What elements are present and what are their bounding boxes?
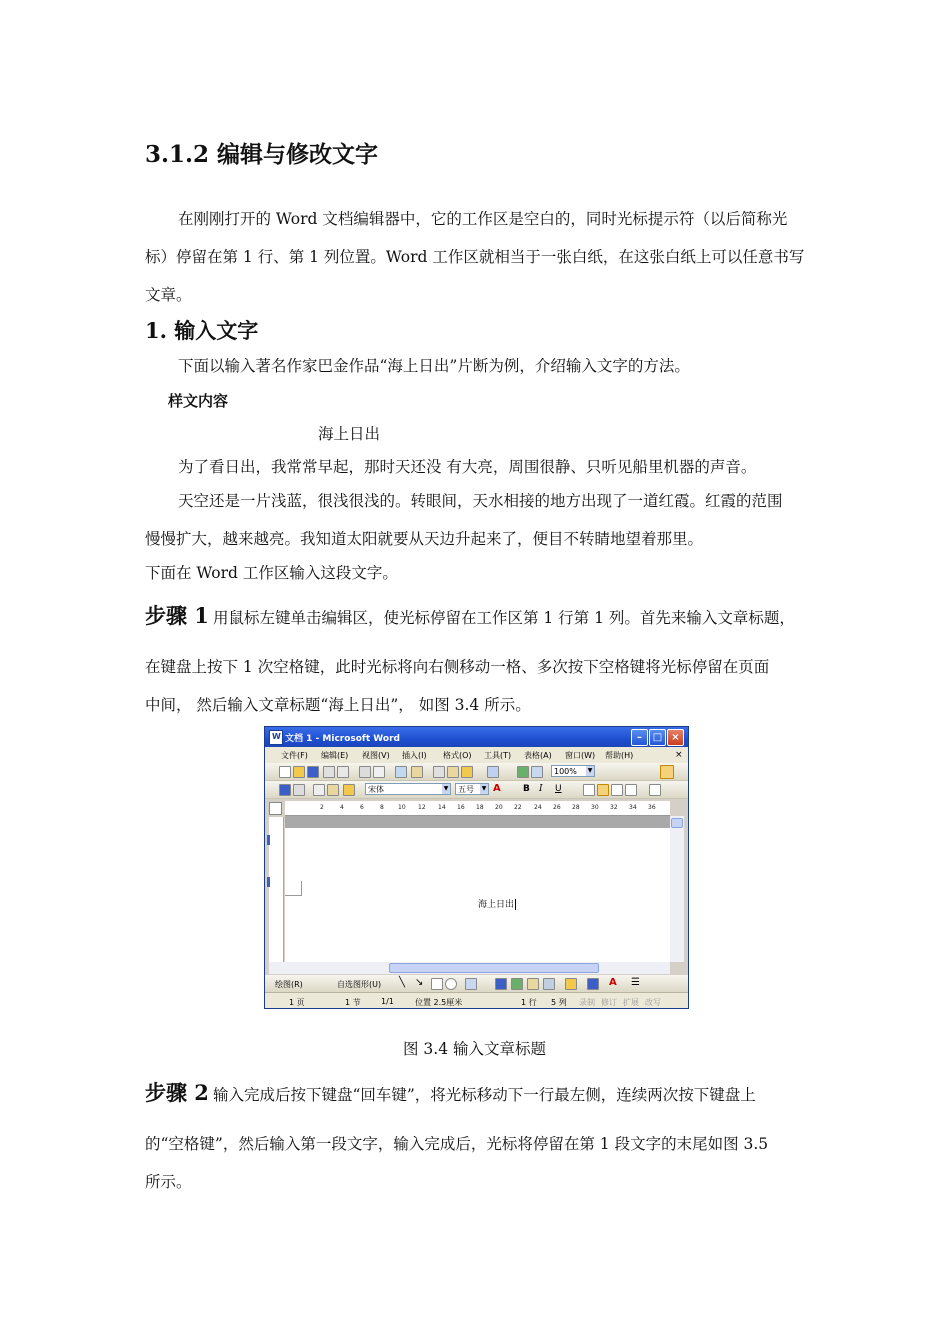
undo-icon[interactable] [487,766,499,778]
tables-icon[interactable] [531,766,543,778]
margin-corner-mark [285,881,302,896]
line-spacing-icon[interactable] [649,784,661,796]
word-window-screenshot [264,726,689,1009]
sample-paragraph-1: 为了看日出，我常常早起，那时天还没 有大亮，周围很静、只听见船里机器的声音。 [178,458,757,476]
document-text[interactable] [478,897,516,910]
ruler-tick: 8 [380,804,384,811]
hyperlink-icon[interactable] [517,766,529,778]
arrow-icon[interactable]: ↘ [415,977,424,988]
text-cursor [515,899,516,910]
cut-small-icon[interactable] [313,784,325,796]
font-name-select[interactable] [365,783,451,795]
menu-insert[interactable]: 插入(I) [402,751,427,760]
status-bar [265,992,688,1009]
ruler-tick: 10 [398,804,406,811]
status-section: 1 节 [345,998,361,1007]
step1-text-1: 用鼠标左键单击编辑区，使光标停留在工作区第 1 行第 1 列。首先来输入文章标题， [212,609,795,627]
word-window-title: 文档 1 - Microsoft Word [285,734,400,744]
status-mode-overtype[interactable]: 改写 [645,998,661,1007]
step1-label: 步骤 1 [145,603,209,628]
menu-close-icon[interactable]: × [675,750,683,760]
page-top-margin [285,816,670,828]
chevron-down-icon: ▼ [481,785,487,792]
step2-line-2: 的“空格键”，然后输入第一段文字，输入完成后，光标将停留在第 1 段文字的末尾如图 3.5 [145,1135,769,1153]
align-center-icon[interactable] [597,784,609,796]
diagram-icon[interactable] [511,978,523,990]
status-mode-extend[interactable]: 扩展 [623,998,639,1007]
print-small-icon[interactable] [293,784,305,796]
sample-paragraph-2-line-1: 天空还是一片浅蓝，很浅很浅的。转眼间，天水相接的地方出现了一道红霞。红霞的范围 [178,492,783,510]
ruler-tick: 36 [648,804,656,811]
open-icon[interactable] [293,766,305,778]
ruler-tick: 6 [360,804,364,811]
menu-table[interactable]: 表格(A) [524,751,552,760]
font-size-select[interactable] [455,783,489,795]
figure-caption: 图 3.4 输入文章标题 [403,1040,547,1058]
chevron-down-icon: ▼ [443,785,449,792]
horizontal-ruler[interactable] [285,801,670,816]
vertical-ruler[interactable] [269,817,284,962]
menu-file[interactable]: 文件(F) [281,751,308,760]
status-mode-record[interactable]: 录制 [579,998,595,1007]
ruler-tick: 30 [591,804,599,811]
ruler-tick: 14 [438,804,446,811]
ruler-tick: 20 [495,804,503,811]
minimize-button[interactable]: – [631,729,648,746]
sample-title: 海上日出 [318,425,381,443]
intro-line-1: 在刚刚打开的 Word 文档编辑器中，它的工作区是空白的，同时光标提示符（以后简称光 [178,210,788,228]
ruler-tick: 12 [418,804,426,811]
font-color-icon[interactable]: A [493,783,501,794]
sub-heading: 1. 输入文字 [145,318,259,343]
status-mode-track[interactable]: 修订 [601,998,617,1007]
permission-icon[interactable] [323,766,335,778]
copy-small-icon[interactable] [327,784,339,796]
sample-label: 样文内容 [168,392,229,410]
menu-tools[interactable]: 工具(T) [484,751,512,760]
new-icon[interactable] [279,766,291,778]
ruler-tick: 18 [476,804,484,811]
status-page: 1 页 [289,998,305,1007]
rectangle-icon[interactable] [431,978,443,990]
step1-line-2: 在键盘上按下 1 次空格键，此时光标将向右侧移动一格、多次按下空格键将光标停留在页面 [145,658,770,676]
zoom-value: 100% [554,767,577,776]
ruler-tick: 2 [320,804,324,811]
save-small-icon[interactable] [279,784,291,796]
zoom-select[interactable] [551,765,595,777]
cut-icon[interactable] [433,766,445,778]
menu-bar [265,747,688,763]
step2-label: 步骤 2 [145,1080,209,1105]
picture-icon[interactable] [543,978,555,990]
section-heading: 3.1.2 编辑与修改文字 [145,141,379,168]
sample-paragraph-2-line-2: 慢慢扩大，越来越亮。我知道太阳就要从天边升起来了，便目不转睛地望着那里。 [145,530,704,548]
copy-icon[interactable] [447,766,459,778]
tab-selector[interactable] [269,802,282,815]
word-titlebar [265,727,688,747]
vertical-ruler-marker [267,877,270,887]
paste-small-icon[interactable] [343,784,355,796]
wordart-icon[interactable] [495,978,507,990]
document-text-value: 海上日出 [478,900,515,910]
paste-icon[interactable] [461,766,473,778]
ruler-tick: 32 [610,804,618,811]
drawing-toolbar [265,975,688,992]
close-button[interactable]: × [667,729,684,746]
horizontal-scrollbar[interactable] [269,962,670,974]
document-editing-area[interactable] [285,828,670,962]
font-size-value: 五号 [458,785,474,794]
reading-layout-icon[interactable] [660,765,674,779]
status-position: 位置 2.5厘米 [415,998,463,1007]
sample-outro: 下面在 Word 工作区输入这段文字。 [145,564,398,582]
bold-button[interactable]: B [523,784,530,794]
line-style-icon[interactable]: ☰ [631,977,640,988]
oval-icon[interactable] [445,978,457,990]
justify-icon[interactable] [625,784,637,796]
save-icon[interactable] [307,766,319,778]
align-right-icon[interactable] [611,784,623,796]
spelling-icon[interactable] [395,766,407,778]
intro-line-3: 文章。 [145,286,192,304]
menu-format[interactable]: 格式(O) [443,751,472,760]
line-color-icon[interactable] [587,978,599,990]
menu-view[interactable]: 视图(V) [362,751,390,760]
status-page-of: 1/1 [381,997,394,1006]
textbox-icon[interactable] [465,978,477,990]
print-preview-icon[interactable] [373,766,385,778]
menu-help[interactable]: 帮助(H) [605,751,634,760]
horizontal-scroll-thumb[interactable] [389,963,599,973]
word-app-icon [269,730,283,745]
ruler-tick: 16 [457,804,465,811]
vertical-ruler-marker [267,835,270,845]
step2-text-1: 输入完成后按下键盘“回车键”，将光标移动下一行最左侧，连续两次按下键盘上 [212,1086,756,1104]
chevron-down-icon: ▼ [587,767,593,774]
ruler-tick: 26 [553,804,561,811]
ruler-tick: 4 [340,804,344,811]
research-icon[interactable] [411,766,423,778]
status-column: 5 列 [551,998,567,1007]
ruler-tick: 34 [629,804,637,811]
maximize-button[interactable]: □ [649,729,666,746]
step2-line-3: 所示。 [145,1173,192,1191]
draw-menu[interactable]: 绘图(R) [275,980,303,989]
status-line: 1 行 [521,998,537,1007]
fill-color-icon[interactable] [565,978,577,990]
align-left-icon[interactable] [583,784,595,796]
vertical-scroll-thumb[interactable] [671,818,683,828]
vertical-scrollbar[interactable] [670,816,684,962]
menu-window[interactable]: 窗口(W) [565,751,596,760]
standard-toolbar [265,763,688,781]
ruler-tick: 28 [572,804,580,811]
ruler-tick: 24 [534,804,542,811]
line-icon[interactable]: ╲ [399,977,406,988]
formatting-toolbar [265,781,688,799]
sample-intro: 下面以输入著名作家巴金作品“海上日出”片断为例，介绍输入文字的方法。 [178,357,690,375]
underline-button[interactable]: U [555,784,562,794]
clipart-icon[interactable] [527,978,539,990]
email-icon[interactable] [337,766,349,778]
italic-button[interactable]: I [539,784,543,794]
step2-line-1 [145,1080,756,1105]
menu-edit[interactable]: 编辑(E) [321,751,349,760]
ruler-tick: 22 [514,804,522,811]
print-icon[interactable] [359,766,371,778]
intro-line-2: 标）停留在第 1 行、第 1 列位置。Word 工作区就相当于一张白纸，在这张白纸上可以任意书写 [145,248,805,266]
font-color-draw-icon[interactable]: A [609,977,617,988]
step1-line-1 [145,603,795,628]
step1-line-3: 中间， 然后输入文章标题“海上日出”， 如图 3.4 所示。 [145,696,531,714]
font-name-value: 宋体 [368,785,384,794]
autoshapes-menu[interactable]: 自选图形(U) [337,980,382,989]
